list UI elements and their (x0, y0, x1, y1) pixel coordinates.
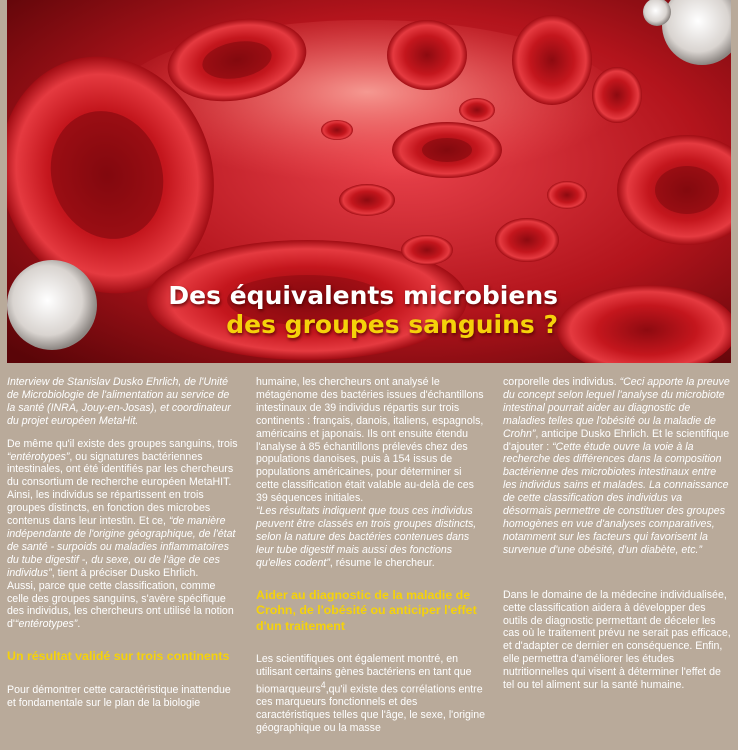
article-title (168, 282, 558, 340)
text-run: corporelle des individus. (503, 376, 620, 388)
text-run: Aussi, parce que cette classification, comme celle des groupes sanguins, s'avère spécifique des individus, les chercheurs ont utilisé la notion d' (7, 579, 234, 631)
text-column-3 (503, 376, 731, 692)
quote: “Cette étude ouvre la voie à la recherche des différences dans la composition bactérienne des microbiotes intestinaux entre les individus sains et malades. La connaissance de cette classification des individus va désormais permettre de constituer des groupes homogènes en vue d'analyses comparatives, notamment sur les facteurs qui favorisent la survenue d'une obésité, d'un diabète, etc.” (503, 440, 729, 556)
paragraph (256, 505, 486, 570)
text-run: . (77, 618, 81, 631)
quote-term: “entérotypes” (7, 450, 70, 463)
section-heading: Un résultat validé sur trois continents (7, 649, 230, 664)
paragraph: Pour démontrer cette caractéristique inattendue et fondamentale sur le plan de la biologie (7, 683, 231, 709)
section-heading: Aider au diagnostic de la maladie de Crohn, de l'obésité ou anticiper l'effet d'un traitement (256, 587, 477, 633)
text-column-1 (7, 376, 240, 710)
text-run: ,qu'il existe des corrélations entre ces marqueurs fonctionnels et des caractéristiques telles que l'âge, le sexe, l'origine géographique ou la masse (256, 683, 485, 735)
text-run: , résume le chercheur. (329, 556, 435, 569)
text-column-2 (256, 376, 486, 735)
paragraph: Dans le domaine de la médecine individualisée, cette classification aidera à développer des outils de diagnostic permettant de déceler les cas où le traitement prévu ne serait pas efficace, et d'adapter ce dernier en conséquence. Enfin, elle permettra d'améliorer les études nutritionnelles qui visent à déterminer l'effet de tel ou tel aliment sur la santé humaine. (503, 588, 731, 692)
paragraph (503, 376, 731, 557)
paragraph (7, 438, 240, 580)
title-line-2: des groupes sanguins ? (226, 309, 558, 339)
footnote-ref: 4 (320, 679, 326, 690)
paragraph (256, 653, 486, 735)
paragraph: humaine, les chercheurs ont analysé le métagénome des bactéries issues d'échantillons intestinaux de 39 individus répartis sur trois continents : français, danois, italiens, espagnols, américains et japonais. Ils ont ensuite étendu l'analyse à 85 échantillons prélevés chez des populations danoises, puis à 154 issus de populations américaines, pour déterminer si cette classification était valable au-delà de ces 39 séquences initiales. (256, 376, 484, 505)
text-run: , tient à préciser Dusko Ehrlich. (51, 566, 199, 579)
quote: “Ceci apporte la preuve du concept selon lequel l'analyse du microbiote intestinal pourrait aider au diagnostic de maladies telles que l'obésité ou la maladie de Crohn” (503, 376, 730, 440)
quote-term: “entérotypes” (14, 618, 78, 631)
text-run: , anticipe Dusko Ehrlich. Et le scientifique d'ajouter : (503, 427, 730, 453)
text-run: De même qu'il existe des groupes sanguins, trois (7, 437, 238, 450)
quote: “Les résultats indiquent que tous ces individus peuvent être classés en trois groupes distincts, selon la nature des bactéries contenues dans leur tube digestif mais aussi des fonctions qu'elles codent” (256, 505, 477, 569)
quote: “de manière indépendante de l'origine géographique, de l'état de santé - surpoids ou maladies inflammatoires du tube digestif -, du sexe, ou de l'âge de ces individus” (7, 515, 236, 579)
text-run: Les scientifiques ont également montré, en utilisant certains gènes bactériens en tant que biomarqueurs (256, 653, 472, 696)
paragraph (7, 580, 240, 632)
text-run: , ou signatures bactériennes intestinales, ont été identifiés par les chercheurs du consortium de recherche européen MetaHIT. Ainsi, les individus se répartissent en trois groupes distincts, en fonction des microbes contenus dans leur intestin. Et ce, (7, 450, 234, 528)
interview-intro: Interview de Stanislav Dusko Ehrlich, de l'Unité de Microbiologie de l'alimentation au service de la santé (INRA, Jouy-en-Josas), et coordinateur du projet européen MetaHit. (7, 376, 231, 427)
title-line-1: Des équivalents microbiens (168, 281, 558, 310)
